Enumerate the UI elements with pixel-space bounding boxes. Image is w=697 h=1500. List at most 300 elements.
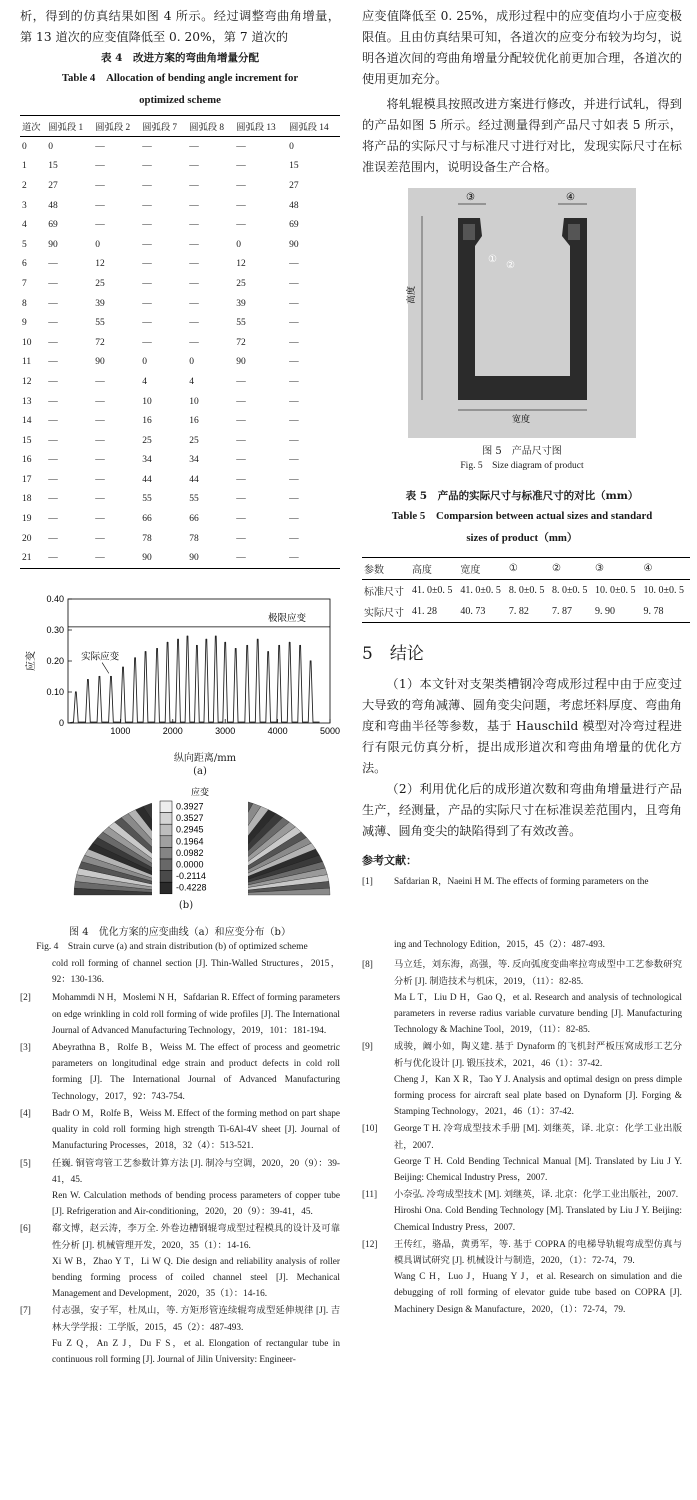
reference-number: [3] [20, 1043, 31, 1054]
y-tick-label: 0.20 [46, 656, 64, 667]
table-cell: — [48, 474, 58, 485]
reference-text: Mohammdi N H，Moslemi N H，Safdarian R. Effect of forming parameters on edge wrinkling in cold roll forming of wide profiles [J]. The International Journal of Advanced Manufacturing Technology，2019，101：181-194. [52, 993, 340, 1036]
table-cell: — [142, 278, 152, 289]
table-cell: — [95, 141, 105, 152]
table-cell: 12 [236, 259, 246, 270]
strain-peak-point [196, 645, 197, 646]
strain-peak-point [75, 691, 76, 692]
chart-series [68, 612, 330, 723]
table-cell: 0 [189, 357, 194, 368]
table-cell: 8. 0±0. 5 [551, 585, 588, 596]
table-cell: 16 [189, 416, 199, 427]
table-cell: — [189, 298, 199, 309]
legend-swatch [160, 847, 172, 859]
table-cell: 4 [142, 376, 147, 387]
reference-text: 付志强，安子军，杜凤山，等. 方矩形管连续辊弯成型延伸规律 [J]. 吉林大学学报：工学版，2015，45（2）：487-493. [52, 1306, 340, 1333]
reference-text: Badr O M，Rolfe B，Weiss M. Effect of the forming method on part shape quality in cold roll forming high strength Ti-6Al-4V sheet [J]. Journal of Manufacturing Processes，2018，32（4）：513-521. [52, 1108, 340, 1152]
legend-value: -0.2114 [176, 871, 206, 882]
reference-body [52, 1303, 340, 1368]
table-cell: — [289, 337, 299, 348]
table-cell: 17 [22, 474, 32, 485]
table-cell: — [236, 200, 246, 211]
legend-value: -0.4228 [176, 882, 207, 893]
table-cell: — [236, 141, 246, 152]
x-tick-label: 3000 [215, 726, 236, 737]
table-cell: — [95, 180, 105, 191]
flange-highlight-left [463, 224, 475, 240]
table-cell: — [48, 533, 58, 544]
table-cell: 25 [142, 435, 152, 446]
table-cell: — [234, 548, 287, 568]
table-row [20, 333, 340, 353]
table-cell: 8 [22, 298, 27, 309]
table-cell: 44 [189, 474, 199, 485]
table-cell: — [95, 416, 105, 427]
table-cell: 69 [48, 220, 58, 231]
table-cell: — [48, 494, 58, 505]
table-cell: 10 [189, 396, 199, 407]
strain-peak-point [99, 676, 100, 677]
table-cell: — [48, 416, 58, 427]
table-cell: 0 [95, 239, 100, 250]
strain-peak-point [156, 648, 157, 649]
table-cell: 66 [189, 514, 199, 525]
reference-1: [1] Safdarian R，Naeini H M. The effects of forming parameters on the [362, 877, 649, 887]
table-cell: — [236, 161, 246, 172]
table5-header-cell: ③ [593, 558, 641, 580]
product-size-figure [362, 188, 682, 438]
strain-peak-point [87, 679, 88, 680]
table-row [20, 431, 340, 451]
legend-value: 0.1964 [176, 836, 204, 847]
dim1-label: ① [488, 254, 497, 265]
table-cell: — [95, 161, 105, 172]
table-cell: 55 [236, 318, 246, 329]
legend-swatch [160, 859, 172, 871]
table-cell: — [289, 396, 299, 407]
table-cell: — [236, 455, 246, 466]
table-cell: — [236, 376, 246, 387]
table-cell: 0 [289, 141, 294, 152]
table-cell: — [95, 376, 105, 387]
reference-item [20, 1040, 340, 1105]
references-left [20, 990, 340, 1368]
table-cell: 27 [48, 180, 58, 191]
photo-background [408, 188, 636, 438]
reference-number: [8] [362, 960, 373, 971]
table-cell: 15 [48, 161, 58, 172]
legend-value: 0.3927 [176, 801, 204, 812]
table-cell: — [95, 435, 105, 446]
table-cell: 9 [22, 318, 27, 329]
table5-body [362, 580, 690, 623]
strain-curve-line [68, 636, 320, 723]
actual-strain-label: 实际应变 [81, 651, 120, 663]
table-cell: 25 [236, 278, 246, 289]
strain-curve-chart [20, 591, 340, 751]
reference-item [362, 1187, 682, 1236]
table-cell: 27 [289, 180, 299, 191]
table-cell: 25 [189, 435, 199, 446]
chart-ylabel: 应变 [26, 651, 37, 672]
reference-text: Abeyrathna B，Rolfe B，Weiss M. The effect of process and geometric parameters on longitudinal edge strain and product defects in cold roll forming [J]. The International Journal of Advanced Manufacturing Technology，2017，92：743-754. [52, 1043, 340, 1102]
table-cell: — [48, 455, 58, 466]
table-cell: 1 [22, 161, 27, 172]
table-cell: — [48, 514, 58, 525]
strain-peak-point [134, 657, 135, 658]
legend-swatch [160, 871, 172, 883]
table-cell: 0 [48, 141, 53, 152]
table4-body [20, 137, 340, 569]
table-cell: — [48, 337, 58, 348]
table-cell: — [142, 337, 152, 348]
table-cell: — [48, 357, 58, 368]
table4-header-row [20, 116, 340, 137]
table-cell: — [142, 298, 152, 309]
table4-header-cell: 圆弧段 8 [187, 116, 234, 137]
table-cell: 90 [289, 239, 299, 250]
table-cell: 39 [236, 298, 246, 309]
table5 [362, 557, 690, 623]
reference-text: 马立廷，刘东海，高强，等. 反向弧度变曲率拉弯成型中工艺参数研究分析 [J]. 制造技术与机床，2019，（11）：82-85. [394, 960, 682, 987]
table-cell: — [289, 357, 299, 368]
fig4-caption-cn: 图 4 优化方案的应变曲线（a）和应变分布（b） [69, 927, 291, 939]
reference-item [362, 957, 682, 1038]
table-cell: — [48, 298, 58, 309]
table-cell: — [142, 180, 152, 191]
table-cell: 21 [20, 548, 46, 568]
strain-peak-point [122, 667, 123, 668]
strain-peak-point [310, 660, 311, 661]
reference-body [52, 990, 340, 1039]
table-cell: — [95, 396, 105, 407]
flange-highlight-right [568, 224, 580, 240]
y-tick-label: 0.40 [46, 594, 64, 605]
left-column [20, 6, 340, 1369]
table-cell: — [236, 416, 246, 427]
strain-peak-point [300, 645, 301, 646]
y-tick-label: 0 [58, 718, 64, 729]
table-cell: — [189, 239, 199, 250]
table-cell: — [289, 376, 299, 387]
column-gap [362, 891, 682, 937]
table-cell: — [236, 533, 246, 544]
reference-body [52, 1040, 340, 1105]
table-cell: — [142, 239, 152, 250]
strain-peak-point [279, 645, 280, 646]
table-cell: 15 [22, 435, 32, 446]
strain-peak-point [167, 642, 168, 643]
table-cell: 19 [22, 514, 32, 525]
table-cell: — [95, 533, 105, 544]
reference-item [20, 1221, 340, 1302]
reference-item [20, 990, 340, 1039]
strain-peak-point [145, 651, 146, 652]
table-cell: — [142, 161, 152, 172]
table-cell: — [95, 200, 105, 211]
table-cell: — [236, 396, 246, 407]
table-cell: — [95, 474, 105, 485]
table-cell: — [289, 298, 299, 309]
reference-text: Ren W. Calculation methods of bending process parameters of copper tube [J]. Refrigeration and Air-conditioning，2020，20（9）：39-41，45. [52, 1190, 340, 1218]
table4-caption-cn: 表 4 改进方案的弯曲角增量分配 [101, 52, 259, 64]
right-column [362, 6, 682, 1319]
table-cell: — [48, 318, 58, 329]
table-cell: 12 [22, 376, 32, 387]
legend-value: 0.0982 [176, 847, 204, 858]
table-cell: — [236, 474, 246, 485]
table-cell: — [142, 141, 152, 152]
strain-peak-point [257, 639, 258, 640]
table-cell: 11 [22, 357, 32, 368]
table-cell: 41. 28 [410, 601, 458, 623]
table-row [20, 215, 340, 235]
table-cell: — [142, 200, 152, 211]
reference-item [20, 1156, 340, 1221]
table-cell: — [287, 548, 340, 568]
strain-peak-point [247, 645, 248, 646]
table-row [20, 529, 340, 549]
reference-item [20, 1303, 340, 1368]
table-cell: — [189, 259, 199, 270]
table-cell: 16 [22, 455, 32, 466]
table-cell: — [289, 474, 299, 485]
table-cell: 90 [95, 357, 105, 368]
table-cell: 41. 0±0. 5 [460, 585, 501, 596]
table5-caption-en-1: Table 5 Comparsion between actual sizes and standard [391, 510, 653, 522]
right-intro-paragraph: 应变值降低至 0. 25%，成形过程中的应变值均小于应变极限值。且由仿真结果可知，各道次的应变分布较为均匀，说明各道次间的弯曲角增量分配较优化前更加合理，各道次的使用更加充分。 [362, 9, 682, 86]
reference-number: [7] [20, 1306, 31, 1317]
table-cell: 90 [48, 239, 58, 250]
table5-header-cell: ④ [641, 558, 690, 580]
table-cell: — [48, 435, 58, 446]
table4 [20, 115, 340, 569]
reference-text: 小奈弘. 冷弯成型技术 [M]. 刘继英，译. 北京：化学工业出版社，2007. [394, 1190, 679, 1201]
reference-text: Hiroshi Ona. Cold Bending Technology [M]. Translated by Liu J Y. Beijing: Chemical Industry Press，2007. [394, 1206, 682, 1233]
reference-body [394, 1039, 682, 1120]
table5-header-cell: 高度 [410, 558, 458, 580]
table-row [20, 392, 340, 412]
strain-peak-point [235, 648, 236, 649]
table-cell: 实际尺寸 [362, 601, 410, 623]
conclusion-paragraph-1: （1）本文针对支架类槽钢冷弯成形过程中由于应变过大导致的弯角减薄、圆角变尖问题，考虑坯料厚度、弯曲角度和弯曲半径等参数，基于 Hauschild 模型对冷弯过程进行有限元仿真分析，提出成形道次和弯曲角增量的优化方法。 [362, 677, 682, 775]
table-row [20, 274, 340, 294]
table-row [20, 313, 340, 333]
table-cell: 48 [48, 200, 58, 211]
table-cell: 72 [236, 337, 246, 348]
reference-number: [12] [362, 1239, 378, 1250]
section-5-title: 5 结论 [362, 644, 424, 664]
table5-header-cell: ② [550, 558, 593, 580]
legend-value: 0.2945 [176, 824, 204, 835]
left-intro-paragraph: 析，得到的仿真结果如图 4 所示。经过调整弯曲角增量，第 13 道次的应变值降低至 0. 20%，第 7 道次的 [20, 9, 340, 44]
table-cell: — [95, 455, 105, 466]
legend-swatch [160, 801, 172, 813]
legend-swatch [160, 836, 172, 848]
table-cell: 6 [22, 259, 27, 270]
x-tick-label: 4000 [267, 726, 288, 737]
references-right [362, 957, 682, 1317]
table-cell: 7. 82 [507, 601, 550, 623]
table-cell: 15 [289, 161, 299, 172]
table4-header-cell: 圆弧段 2 [93, 116, 140, 137]
conclusion-paragraph-2: （2）利用优化后的成形道次数和弯曲角增量进行产品生产，经测量，产品的实际尺寸在标准误差范围内，且弯角减薄、圆角变尖的缺陷得到了有效改善。 [362, 782, 682, 838]
right-paragraph-2: 将轧辊模具按照改进方案进行修改，并进行试轧，得到的产品如图 5 所示。经过测量得到产品尺寸如表 5 所示，将产品的实际尺寸与标准尺寸进行对比，发现实际尺寸在标准误差范围内，说明设备生产合格。 [362, 97, 682, 174]
table-row [20, 509, 340, 529]
table-row [20, 451, 340, 471]
table-cell: — [189, 200, 199, 211]
reference-number: [2] [20, 993, 31, 1004]
table-row [20, 548, 340, 568]
table4-header-cell: 圆弧段 13 [234, 116, 287, 137]
table-cell: — [48, 396, 58, 407]
legend-title: 应变 [190, 788, 210, 799]
table-cell: 39 [95, 298, 105, 309]
table-row [362, 580, 690, 602]
references-title: 参考文献： [362, 854, 417, 867]
strain-peak-point [225, 642, 226, 643]
table-cell: — [142, 220, 152, 231]
table-cell: 55 [189, 494, 199, 505]
table-row [20, 372, 340, 392]
table4-header-cell: 圆弧段 14 [287, 116, 340, 137]
table-cell: — [48, 259, 58, 270]
reference-body [394, 957, 682, 1038]
table-cell: 5 [22, 239, 27, 250]
reference-body [394, 1187, 682, 1236]
table-row [362, 601, 690, 623]
legend-swatch [160, 813, 172, 825]
table-cell: 9. 90 [593, 601, 641, 623]
strain-peak-point [187, 636, 188, 637]
table-cell: 9. 78 [641, 601, 690, 623]
dim2-label: ② [506, 260, 515, 271]
y-tick-label: 0.30 [46, 625, 64, 636]
reference-body [52, 1156, 340, 1221]
table-cell: 7. 87 [550, 601, 593, 623]
fig5-caption-en: Fig. 5 Size diagram of product [460, 461, 584, 471]
reference-text: 任巍. 铜管弯管工艺参数计算方法 [J]. 制冷与空调，2020，20（9）：39-41，45. [52, 1158, 340, 1185]
table-cell: 0 [22, 141, 27, 152]
table-cell: 10. 0±0. 5 [643, 585, 684, 596]
table-cell: — [289, 416, 299, 427]
table-cell: 10. 0±0. 5 [594, 585, 636, 596]
table-cell: 12 [95, 259, 105, 270]
table-cell: 16 [142, 416, 152, 427]
table5-caption-en-2: sizes of product（mm） [466, 532, 578, 544]
table-cell: — [95, 220, 105, 231]
reference-item [362, 1121, 682, 1186]
reference-1-continued: cold roll forming of channel section [J]. Thin-Walled Structures，2015，92：130-136. [52, 959, 340, 986]
table5-header-cell: 参数 [362, 558, 410, 580]
table-row [20, 255, 340, 275]
table-cell: — [93, 548, 140, 568]
table-cell: — [289, 318, 299, 329]
x-tick-label: 1000 [110, 726, 131, 737]
table-row [20, 490, 340, 510]
table4-header-cell: 圆弧段 1 [46, 116, 93, 137]
reference-number: [6] [20, 1224, 31, 1235]
table-row [20, 196, 340, 216]
table5-header-row [362, 558, 690, 580]
table-cell: 4 [22, 220, 27, 231]
actual-strain-pointer [102, 663, 109, 674]
table-cell: 4 [189, 376, 194, 387]
contour-legend [160, 786, 209, 894]
table-cell: — [189, 220, 199, 231]
table-cell: 90 [140, 548, 187, 568]
table-cell: 10 [22, 337, 32, 348]
table-cell: — [189, 161, 199, 172]
reference-text: Fu Z Q，An Z J，Du F S，et al. Elongation of rectangular tube in continuous roll forming [J]. Journal of Jilin University: Engineer- [52, 1338, 340, 1365]
chart-panel-a: (a) [193, 766, 207, 778]
reference-7-continued: ing and Technology Edition，2015，45（2）：487-493. [394, 940, 605, 951]
table-cell: — [189, 141, 199, 152]
strain-peak-point [289, 642, 290, 643]
reference-text: Xi W B，Zhao Y T，Li W Q. Die design and reliability analysis of roller bending forming process of coiled channel steel [J]. Mechanical Management and Development，2020，35（1）：14-16. [52, 1256, 340, 1300]
table-cell: — [236, 494, 246, 505]
table-cell: 78 [189, 533, 199, 544]
contour-panel-b: (b) [178, 900, 194, 912]
table-row [20, 353, 340, 373]
table-row [20, 470, 340, 490]
reference-body [394, 1121, 682, 1186]
reference-text: Cheng J，Kan X R，Tao Y J. Analysis and optimal design on press dimple forming process for aircraft seal plate based on Dynaform [J]. Forging & Stamping Technology，2021，46（1）：37-42. [394, 1074, 682, 1118]
table-cell: — [236, 514, 246, 525]
dim3-label: ③ [466, 192, 475, 203]
table-cell: — [189, 318, 199, 329]
y-tick-label: 0.10 [46, 687, 64, 698]
limit-strain-label: 极限应变 [268, 612, 307, 624]
table-cell: — [95, 514, 105, 525]
strain-distribution-contour [20, 779, 340, 897]
table-cell: — [189, 337, 199, 348]
table4-header-cell: 圆弧段 7 [140, 116, 187, 137]
strain-peak-point [177, 639, 178, 640]
table-cell: 55 [95, 318, 105, 329]
reference-text: George T H. Cold Bending Technical Manual [M]. Translated by Liu J Y. Beijing: Chemical Industry Press，2007. [394, 1156, 682, 1184]
reference-text: 王传红，骆晶，黄勇军，等. 基于 COPRA 的电梯导轨辊弯成型仿真与模具调试研究 [J]. 机械设计与制造，2020，（1）：72-74，79. [394, 1239, 682, 1267]
reference-body [394, 1237, 682, 1318]
strain-peak-point [215, 636, 216, 637]
strain-peak-point [206, 639, 207, 640]
legend-swatch [160, 882, 172, 894]
table-cell: 78 [142, 533, 152, 544]
x-tick-label: 5000 [319, 726, 340, 737]
reference-item [20, 1106, 340, 1155]
table-cell: — [236, 220, 246, 231]
fig4-caption-en-1: Fig. 4 Strain curve (a) and strain distribution (b) of optimized scheme [36, 942, 308, 953]
table-cell: 69 [289, 220, 299, 231]
table4-header-cell: 道次 [20, 116, 46, 137]
reference-number: [5] [20, 1158, 31, 1169]
table-cell: 标准尺寸 [364, 587, 404, 598]
reference-text: George T H. 冷弯成型技术手册 [M]. 刘继英，译. 北京：化学工业出版社，2007. [394, 1124, 682, 1151]
table-cell: 72 [95, 337, 105, 348]
table-cell: 3 [22, 200, 27, 211]
table-row [20, 411, 340, 431]
table-cell: 13 [22, 396, 32, 407]
table-cell: — [48, 376, 58, 387]
table-cell: — [48, 278, 58, 289]
legend-value: 0.3527 [176, 813, 204, 824]
table-cell: — [189, 278, 199, 289]
fig5-caption-cn: 图 5 产品尺寸图 [482, 446, 562, 457]
table5-header-cell: 宽度 [458, 558, 506, 580]
reference-text: 成骏，阚小如，陶义建. 基于 Dynaform 的飞机封严板压窝成形工艺分析与优化设计 [J]. 锻压技术，2021，46（1）：37-42. [394, 1042, 682, 1069]
table-cell: 34 [189, 455, 199, 466]
dim4-label: ④ [566, 192, 575, 203]
